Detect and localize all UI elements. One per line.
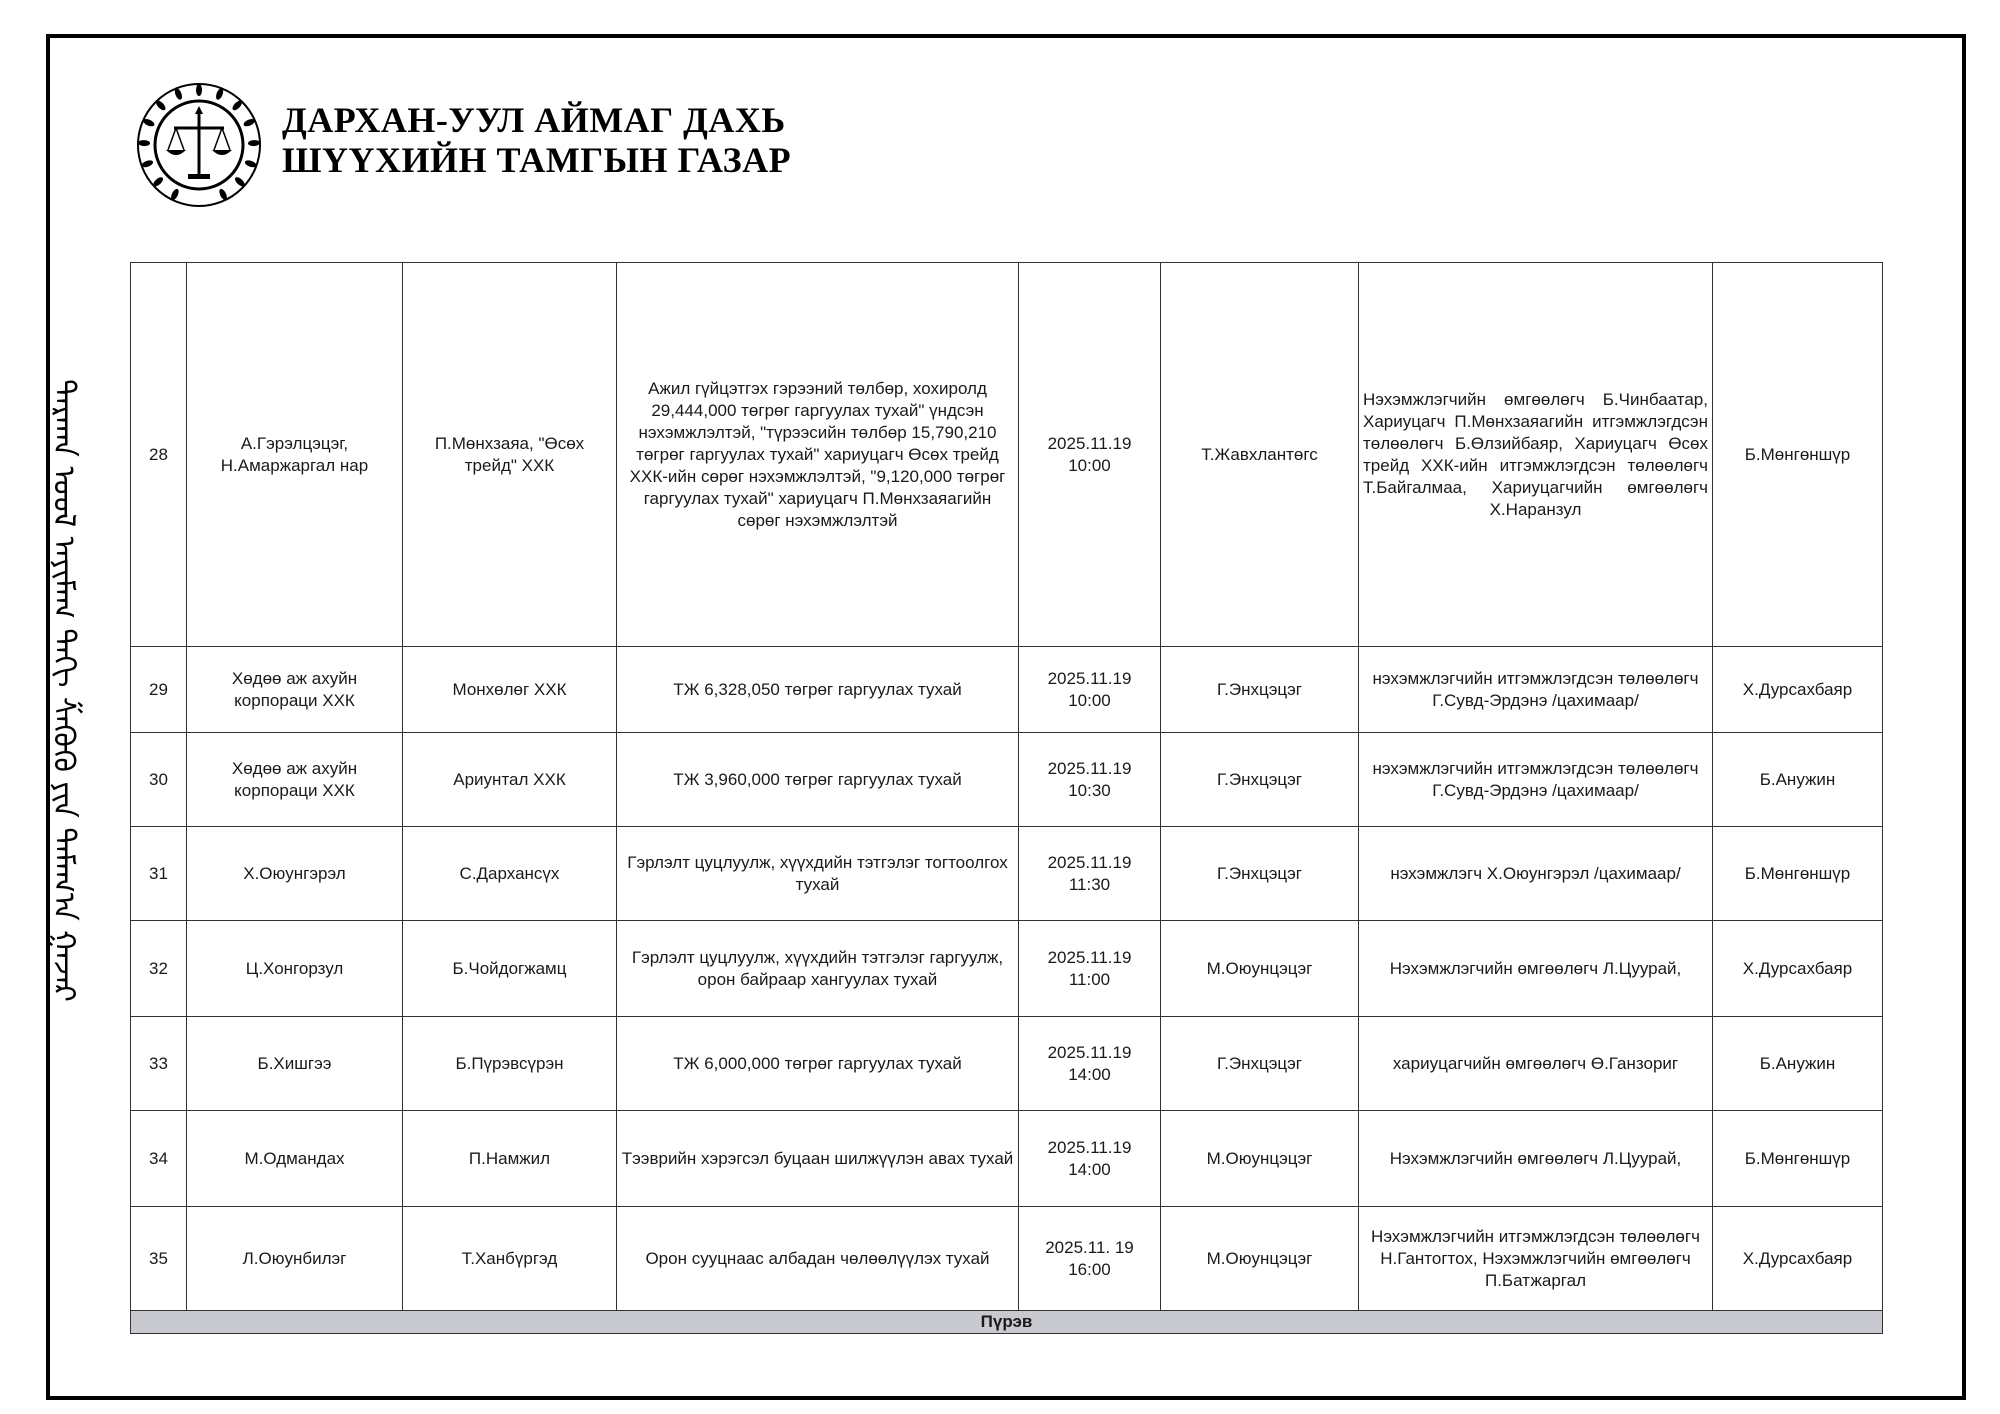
plaintiff: Хөдөө аж ахуйн корпораци ХХК xyxy=(187,733,403,827)
clerk: Х.Дурсахбаяр xyxy=(1713,647,1883,733)
case-number: 35 xyxy=(131,1207,187,1311)
court-name xyxy=(282,100,791,180)
clerk: Б.Мөнгөншүр xyxy=(1713,827,1883,921)
hearing-time: 11:00 xyxy=(1068,969,1111,989)
plaintiff: Хөдөө аж ахуйн корпораци ХХК xyxy=(187,647,403,733)
hearing-datetime xyxy=(1019,263,1161,647)
hearing-datetime xyxy=(1019,1017,1161,1111)
claim: Орон сууцнаас албадан чөлөөлүүлэх тухай xyxy=(617,1207,1019,1311)
defendant: П.Мөнхзаяа, "Өсөх трейд" ХХК xyxy=(403,263,617,647)
clerk: Б.Анужин xyxy=(1713,733,1883,827)
defendant: С.Дархансүх xyxy=(403,827,617,921)
court-name-line1: ДАРХАН-УУЛ АЙМАГ ДАХЬ xyxy=(282,100,786,140)
judge: М.Оюунцэцэг xyxy=(1161,1111,1359,1207)
hearing-time: 11:30 xyxy=(1068,874,1111,894)
hearing-datetime xyxy=(1019,1207,1161,1311)
hearing-time: 10:00 xyxy=(1068,690,1111,710)
hearing-date: 2025.11.19 xyxy=(1047,947,1132,967)
case-number: 33 xyxy=(131,1017,187,1111)
plaintiff: Х.Оюунгэрэл xyxy=(187,827,403,921)
claim: Гэрлэлт цуцлуулж, хүүхдийн тэтгэлэг тогтоолгох тухай xyxy=(617,827,1019,921)
table-row xyxy=(131,921,1883,1017)
hearing-date: 2025.11. 19 xyxy=(1045,1237,1134,1257)
clerk: Б.Мөнгөншүр xyxy=(1713,263,1883,647)
hearing-time: 16:00 xyxy=(1068,1259,1111,1279)
defendant: Т.Ханбүргэд xyxy=(403,1207,617,1311)
court-name-line2: ШҮҮХИЙН ТАМГЫН ГАЗАР xyxy=(282,140,792,180)
participants: нэхэмжлэгчийн итгэмжлэгдсэн төлөөлөгч Г.Сувд-Эрдэнэ /цахимаар/ xyxy=(1359,647,1713,733)
judge: Г.Энхцэцэг xyxy=(1161,1017,1359,1111)
participants: Нэхэмжлэгчийн итгэмжлэгдсэн төлөөлөгч Н.Гантогтох, Нэхэмжлэгчийн өмгөөлөгч П.Батжаргал xyxy=(1359,1207,1713,1311)
participants: нэхэмжлэгч Х.Оюунгэрэл /цахимаар/ xyxy=(1359,827,1713,921)
defendant: П.Намжил xyxy=(403,1111,617,1207)
vertical-script-title xyxy=(45,210,92,1170)
participants: хариуцагчийн өмгөөлөгч Ө.Ганзориг xyxy=(1359,1017,1713,1111)
hearing-datetime xyxy=(1019,827,1161,921)
hearing-date: 2025.11.19 xyxy=(1047,758,1132,778)
table-row xyxy=(131,827,1883,921)
hearing-datetime xyxy=(1019,647,1161,733)
hearing-datetime xyxy=(1019,733,1161,827)
table-row xyxy=(131,1017,1883,1111)
case-number: 31 xyxy=(131,827,187,921)
defendant: Ариунтал ХХК xyxy=(403,733,617,827)
court-emblem-icon xyxy=(136,82,262,208)
judge: М.Оюунцэцэг xyxy=(1161,921,1359,1017)
day-label: Пүрэв xyxy=(131,1311,1883,1334)
case-number: 34 xyxy=(131,1111,187,1207)
hearing-date: 2025.11.19 xyxy=(1047,852,1132,872)
plaintiff: Б.Хишгээ xyxy=(187,1017,403,1111)
plaintiff: Ц.Хонгорзул xyxy=(187,921,403,1017)
claim: ТЖ 6,000,000 төгрөг гаргуулах тухай xyxy=(617,1017,1019,1111)
claim: Ажил гүйцэтгэх гэрээний төлбөр, хохиролд 29,444,000 төгрөг гаргуулах тухай" үндсэн нэхэмжлэлтэй, "түрээсийн төлбөр 15,790,210 төгрөг гаргуулах тухай" хариуцагч Өсөх трейд ХХК-ийн сөрөг нэхэмжлэлтэй, "9,120,000 төгрөг гаргуулах тухай" хариуцагч П.Мөнхзаяагийн сөрөг нэхэмжлэлтэй xyxy=(617,263,1019,647)
clerk: Б.Мөнгөншүр xyxy=(1713,1111,1883,1207)
hearing-date: 2025.11.19 xyxy=(1047,668,1132,688)
participants: нэхэмжлэгчийн итгэмжлэгдсэн төлөөлөгч Г.Сувд-Эрдэнэ /цахимаар/ xyxy=(1359,733,1713,827)
hearing-date: 2025.11.19 xyxy=(1047,1042,1132,1062)
judge: М.Оюунцэцэг xyxy=(1161,1207,1359,1311)
participants: Нэхэмжлэгчийн өмгөөлөгч Б.Чинбаатар, Хариуцагч П.Мөнхзаяагийн итгэмжлэгдсэн төлөөлөгч Б.Өлзийбаяр, Хариуцагч Өсөх трейд ХХК-ийн итгэмжлэгдсэн төлөөлөгч Т.Байгалмаа, Хариуцагчийн өмгөөлөгч Х.Наранзул xyxy=(1359,263,1713,647)
plaintiff: Л.Оюунбилэг xyxy=(187,1207,403,1311)
case-number: 32 xyxy=(131,921,187,1017)
claim: ТЖ 3,960,000 төгрөг гаргуулах тухай xyxy=(617,733,1019,827)
judge: Г.Энхцэцэг xyxy=(1161,733,1359,827)
hearing-date: 2025.11.19 xyxy=(1047,433,1132,453)
case-number: 28 xyxy=(131,263,187,647)
hearing-time: 14:00 xyxy=(1068,1159,1111,1179)
claim: Тээврийн хэрэгсэл буцаан шилжүүлэн авах тухай xyxy=(617,1111,1019,1207)
hearing-time: 10:30 xyxy=(1068,780,1111,800)
table-row xyxy=(131,647,1883,733)
table-row xyxy=(131,263,1883,647)
hearing-datetime xyxy=(1019,921,1161,1017)
participants: Нэхэмжлэгчийн өмгөөлөгч Л.Цуурай, xyxy=(1359,921,1713,1017)
hearing-time: 10:00 xyxy=(1068,455,1111,475)
hearing-date: 2025.11.19 xyxy=(1047,1137,1132,1157)
participants: Нэхэмжлэгчийн өмгөөлөгч Л.Цуурай, xyxy=(1359,1111,1713,1207)
plaintiff: М.Одмандах xyxy=(187,1111,403,1207)
vertical-script-text: ᠳᠠᠷᠬᠠᠨ ᠤᠤᠯ ᠠᠶᠢᠮᠠᠭ ᠲᠠᠬᠢ ᠱᠡᠭᠦᠬᠦ ᠶᠢᠨ ᠲᠠᠮᠠᠭ᠎ᠠ ᠭᠠᠵᠠᠷ xyxy=(45,378,81,1002)
judge: Г.Энхцэцэг xyxy=(1161,647,1359,733)
table-row xyxy=(131,733,1883,827)
table-row xyxy=(131,1111,1883,1207)
case-number: 30 xyxy=(131,733,187,827)
defendant: Монхөлөг ХХК xyxy=(403,647,617,733)
case-number: 29 xyxy=(131,647,187,733)
hearing-time: 14:00 xyxy=(1068,1064,1111,1084)
day-divider-row xyxy=(131,1311,1883,1334)
clerk: Б.Анужин xyxy=(1713,1017,1883,1111)
clerk: Х.Дурсахбаяр xyxy=(1713,921,1883,1017)
hearing-schedule-table xyxy=(130,262,1883,1334)
claim: ТЖ 6,328,050 төгрөг гаргуулах тухай xyxy=(617,647,1019,733)
table-row xyxy=(131,1207,1883,1311)
judge: Т.Жавхлантөгс xyxy=(1161,263,1359,647)
clerk: Х.Дурсахбаяр xyxy=(1713,1207,1883,1311)
judge: Г.Энхцэцэг xyxy=(1161,827,1359,921)
hearing-datetime xyxy=(1019,1111,1161,1207)
defendant: Б.Пүрэвсүрэн xyxy=(403,1017,617,1111)
plaintiff: А.Гэрэлцэцэг, Н.Амаржаргал нар xyxy=(187,263,403,647)
defendant: Б.Чойдогжамц xyxy=(403,921,617,1017)
claim: Гэрлэлт цуцлуулж, хүүхдийн тэтгэлэг гаргуулж, орон байраар хангуулах тухай xyxy=(617,921,1019,1017)
